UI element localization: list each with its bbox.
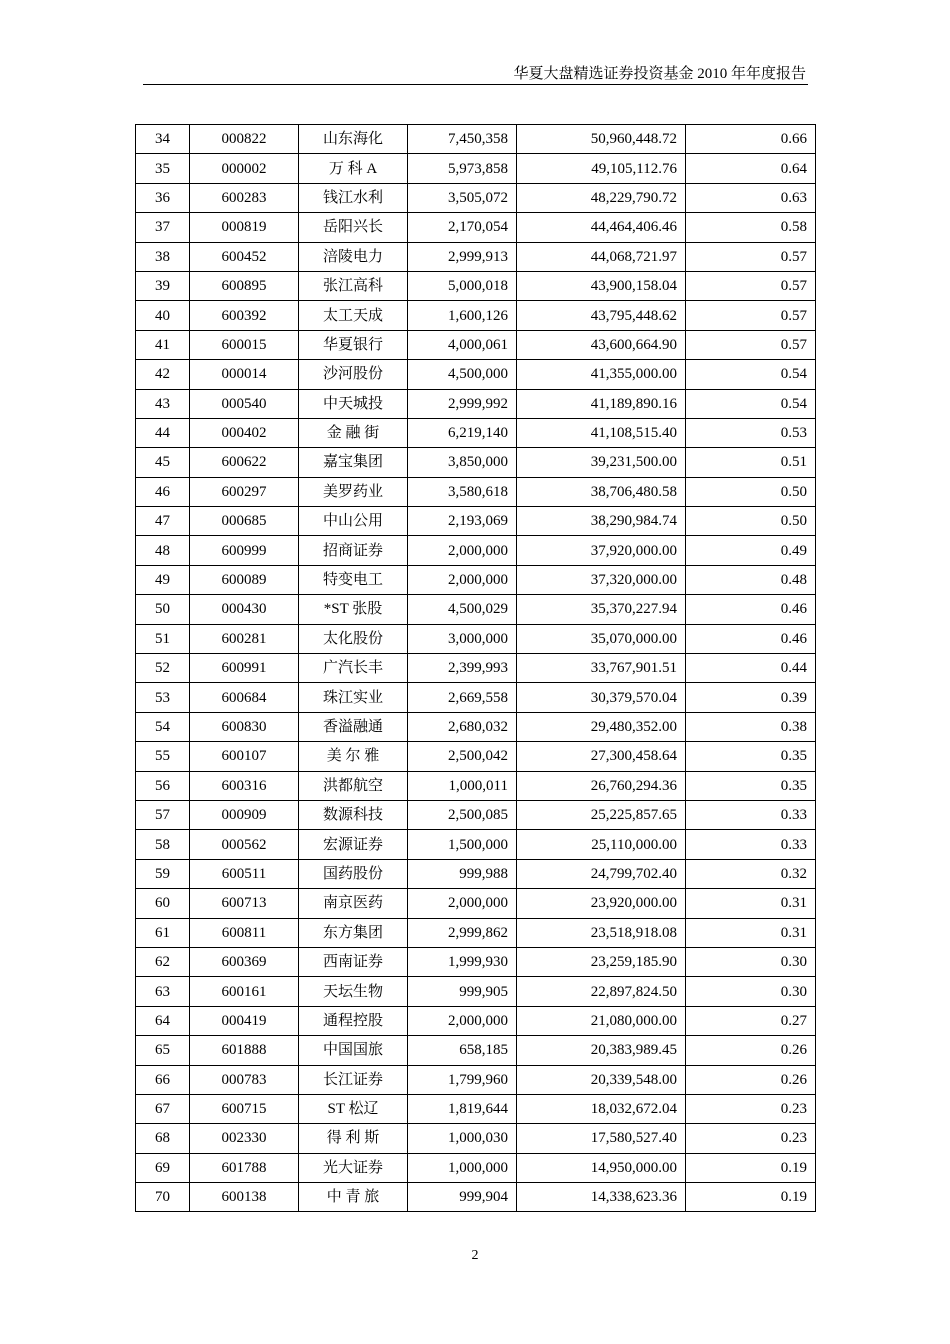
fair-value-cell: 33,767,901.51 (517, 654, 686, 683)
stock-name-cell: 美 尔 雅 (299, 742, 408, 771)
fair-value-cell: 21,080,000.00 (517, 1006, 686, 1035)
net-asset-ratio-cell: 0.54 (686, 389, 816, 418)
row-number-cell: 54 (136, 712, 190, 741)
net-asset-ratio-cell: 0.53 (686, 418, 816, 447)
fair-value-cell: 29,480,352.00 (517, 712, 686, 741)
table-row (136, 271, 816, 300)
stock-code-cell: 600392 (190, 301, 299, 330)
fair-value-cell: 27,300,458.64 (517, 742, 686, 771)
row-number-cell: 56 (136, 771, 190, 800)
stock-name-cell: 南京医药 (299, 889, 408, 918)
share-quantity-cell: 5,000,018 (408, 271, 517, 300)
stock-code-cell: 000909 (190, 800, 299, 829)
fair-value-cell: 37,920,000.00 (517, 536, 686, 565)
stock-name-cell: 国药股份 (299, 859, 408, 888)
row-number-cell: 45 (136, 448, 190, 477)
net-asset-ratio-cell: 0.31 (686, 889, 816, 918)
stock-code-cell: 000419 (190, 1006, 299, 1035)
table-row (136, 1065, 816, 1094)
fair-value-cell: 35,070,000.00 (517, 624, 686, 653)
net-asset-ratio-cell: 0.33 (686, 830, 816, 859)
net-asset-ratio-cell: 0.26 (686, 1036, 816, 1065)
table-row (136, 1183, 816, 1212)
stock-name-cell: 通程控股 (299, 1006, 408, 1035)
net-asset-ratio-cell: 0.44 (686, 654, 816, 683)
share-quantity-cell: 1,500,000 (408, 830, 517, 859)
share-quantity-cell: 1,799,960 (408, 1065, 517, 1094)
fair-value-cell: 25,225,857.65 (517, 800, 686, 829)
net-asset-ratio-cell: 0.57 (686, 330, 816, 359)
stock-code-cell: 600089 (190, 565, 299, 594)
stock-code-cell: 000014 (190, 360, 299, 389)
share-quantity-cell: 2,999,862 (408, 918, 517, 947)
stock-name-cell: 中 青 旅 (299, 1183, 408, 1212)
table-row (136, 918, 816, 947)
table-row (136, 507, 816, 536)
net-asset-ratio-cell: 0.48 (686, 565, 816, 594)
stock-name-cell: 张江高科 (299, 271, 408, 300)
share-quantity-cell: 2,193,069 (408, 507, 517, 536)
stock-code-cell: 600895 (190, 271, 299, 300)
fair-value-cell: 35,370,227.94 (517, 595, 686, 624)
page-number: 2 (471, 1248, 479, 1263)
table-row (136, 1006, 816, 1035)
table-row (136, 889, 816, 918)
net-asset-ratio-cell: 0.66 (686, 125, 816, 154)
share-quantity-cell: 7,450,358 (408, 125, 517, 154)
row-number-cell: 46 (136, 477, 190, 506)
fair-value-cell: 41,355,000.00 (517, 360, 686, 389)
stock-name-cell: 招商证券 (299, 536, 408, 565)
fair-value-cell: 38,290,984.74 (517, 507, 686, 536)
row-number-cell: 66 (136, 1065, 190, 1094)
table-body (136, 125, 816, 1212)
table-row (136, 418, 816, 447)
share-quantity-cell: 658,185 (408, 1036, 517, 1065)
stock-code-cell: 000822 (190, 125, 299, 154)
stock-name-cell: *ST 张股 (299, 595, 408, 624)
fair-value-cell: 30,379,570.04 (517, 683, 686, 712)
table-row (136, 301, 816, 330)
table-row (136, 624, 816, 653)
row-number-cell: 37 (136, 213, 190, 242)
net-asset-ratio-cell: 0.23 (686, 1094, 816, 1123)
net-asset-ratio-cell: 0.19 (686, 1153, 816, 1182)
share-quantity-cell: 3,850,000 (408, 448, 517, 477)
stock-code-cell: 600713 (190, 889, 299, 918)
row-number-cell: 58 (136, 830, 190, 859)
stock-name-cell: 长江证券 (299, 1065, 408, 1094)
net-asset-ratio-cell: 0.50 (686, 507, 816, 536)
share-quantity-cell: 2,000,000 (408, 565, 517, 594)
net-asset-ratio-cell: 0.51 (686, 448, 816, 477)
stock-code-cell: 600830 (190, 712, 299, 741)
fair-value-cell: 17,580,527.40 (517, 1124, 686, 1153)
share-quantity-cell: 3,580,618 (408, 477, 517, 506)
fair-value-cell: 24,799,702.40 (517, 859, 686, 888)
share-quantity-cell: 6,219,140 (408, 418, 517, 447)
stock-name-cell: 金 融 街 (299, 418, 408, 447)
share-quantity-cell: 2,500,042 (408, 742, 517, 771)
net-asset-ratio-cell: 0.27 (686, 1006, 816, 1035)
share-quantity-cell: 2,170,054 (408, 213, 517, 242)
stock-name-cell: 西南证券 (299, 947, 408, 976)
stock-code-cell: 600369 (190, 947, 299, 976)
stock-name-cell: 华夏银行 (299, 330, 408, 359)
net-asset-ratio-cell: 0.35 (686, 771, 816, 800)
row-number-cell: 51 (136, 624, 190, 653)
row-number-cell: 63 (136, 977, 190, 1006)
row-number-cell: 65 (136, 1036, 190, 1065)
fair-value-cell: 37,320,000.00 (517, 565, 686, 594)
net-asset-ratio-cell: 0.35 (686, 742, 816, 771)
stock-code-cell: 000562 (190, 830, 299, 859)
stock-name-cell: ST 松辽 (299, 1094, 408, 1123)
stock-name-cell: 特变电工 (299, 565, 408, 594)
stock-name-cell: 珠江实业 (299, 683, 408, 712)
net-asset-ratio-cell: 0.49 (686, 536, 816, 565)
fair-value-cell: 14,950,000.00 (517, 1153, 686, 1182)
fair-value-cell: 20,383,989.45 (517, 1036, 686, 1065)
table-row (136, 654, 816, 683)
net-asset-ratio-cell: 0.63 (686, 183, 816, 212)
stock-name-cell: 太化股份 (299, 624, 408, 653)
stock-name-cell: 嘉宝集团 (299, 448, 408, 477)
net-asset-ratio-cell: 0.57 (686, 271, 816, 300)
net-asset-ratio-cell: 0.19 (686, 1183, 816, 1212)
stock-name-cell: 沙河股份 (299, 360, 408, 389)
fair-value-cell: 22,897,824.50 (517, 977, 686, 1006)
share-quantity-cell: 2,000,000 (408, 536, 517, 565)
row-number-cell: 44 (136, 418, 190, 447)
table-row (136, 330, 816, 359)
fair-value-cell: 50,960,448.72 (517, 125, 686, 154)
net-asset-ratio-cell: 0.31 (686, 918, 816, 947)
row-number-cell: 50 (136, 595, 190, 624)
net-asset-ratio-cell: 0.38 (686, 712, 816, 741)
row-number-cell: 38 (136, 242, 190, 271)
row-number-cell: 64 (136, 1006, 190, 1035)
table-row (136, 1124, 816, 1153)
stock-name-cell: 中山公用 (299, 507, 408, 536)
row-number-cell: 42 (136, 360, 190, 389)
net-asset-ratio-cell: 0.46 (686, 595, 816, 624)
row-number-cell: 34 (136, 125, 190, 154)
net-asset-ratio-cell: 0.30 (686, 977, 816, 1006)
table-row (136, 154, 816, 183)
stock-name-cell: 光大证券 (299, 1153, 408, 1182)
table-row (136, 595, 816, 624)
share-quantity-cell: 3,000,000 (408, 624, 517, 653)
fair-value-cell: 26,760,294.36 (517, 771, 686, 800)
stock-code-cell: 000430 (190, 595, 299, 624)
table-row (136, 859, 816, 888)
row-number-cell: 57 (136, 800, 190, 829)
stock-code-cell: 600161 (190, 977, 299, 1006)
net-asset-ratio-cell: 0.54 (686, 360, 816, 389)
table-row (136, 712, 816, 741)
fair-value-cell: 48,229,790.72 (517, 183, 686, 212)
table-row (136, 947, 816, 976)
header-rule (143, 84, 808, 85)
stock-code-cell: 600684 (190, 683, 299, 712)
table-row (136, 360, 816, 389)
row-number-cell: 35 (136, 154, 190, 183)
row-number-cell: 52 (136, 654, 190, 683)
stock-name-cell: 山东海化 (299, 125, 408, 154)
stock-code-cell: 601788 (190, 1153, 299, 1182)
share-quantity-cell: 4,000,061 (408, 330, 517, 359)
fair-value-cell: 49,105,112.76 (517, 154, 686, 183)
stock-name-cell: 中天城投 (299, 389, 408, 418)
stock-code-cell: 600999 (190, 536, 299, 565)
row-number-cell: 59 (136, 859, 190, 888)
net-asset-ratio-cell: 0.30 (686, 947, 816, 976)
stock-name-cell: 洪都航空 (299, 771, 408, 800)
table-row (136, 125, 816, 154)
table-row (136, 683, 816, 712)
share-quantity-cell: 5,973,858 (408, 154, 517, 183)
share-quantity-cell: 999,988 (408, 859, 517, 888)
stock-code-cell: 600811 (190, 918, 299, 947)
share-quantity-cell: 2,000,000 (408, 1006, 517, 1035)
share-quantity-cell: 4,500,000 (408, 360, 517, 389)
net-asset-ratio-cell: 0.23 (686, 1124, 816, 1153)
net-asset-ratio-cell: 0.57 (686, 301, 816, 330)
share-quantity-cell: 1,819,644 (408, 1094, 517, 1123)
stock-code-cell: 600622 (190, 448, 299, 477)
table-row (136, 448, 816, 477)
stock-code-cell: 601888 (190, 1036, 299, 1065)
row-number-cell: 39 (136, 271, 190, 300)
share-quantity-cell: 2,500,085 (408, 800, 517, 829)
table-row (136, 1153, 816, 1182)
stock-code-cell: 600511 (190, 859, 299, 888)
fair-value-cell: 14,338,623.36 (517, 1183, 686, 1212)
table-row (136, 183, 816, 212)
table-row (136, 977, 816, 1006)
share-quantity-cell: 2,999,992 (408, 389, 517, 418)
stock-name-cell: 钱江水利 (299, 183, 408, 212)
stock-name-cell: 万 科 A (299, 154, 408, 183)
fair-value-cell: 23,259,185.90 (517, 947, 686, 976)
stock-code-cell: 600281 (190, 624, 299, 653)
share-quantity-cell: 2,399,993 (408, 654, 517, 683)
stock-name-cell: 太工天成 (299, 301, 408, 330)
stock-name-cell: 岳阳兴长 (299, 213, 408, 242)
stock-code-cell: 002330 (190, 1124, 299, 1153)
share-quantity-cell: 1,000,030 (408, 1124, 517, 1153)
table-row (136, 771, 816, 800)
table-row (136, 1094, 816, 1123)
net-asset-ratio-cell: 0.32 (686, 859, 816, 888)
fair-value-cell: 25,110,000.00 (517, 830, 686, 859)
share-quantity-cell: 4,500,029 (408, 595, 517, 624)
table-row (136, 800, 816, 829)
share-quantity-cell: 2,999,913 (408, 242, 517, 271)
table-row (136, 213, 816, 242)
stock-name-cell: 美罗药业 (299, 477, 408, 506)
stock-code-cell: 600015 (190, 330, 299, 359)
stock-holdings-table (135, 124, 816, 1212)
stock-code-cell: 600283 (190, 183, 299, 212)
table-row (136, 242, 816, 271)
row-number-cell: 68 (136, 1124, 190, 1153)
stock-code-cell: 600316 (190, 771, 299, 800)
share-quantity-cell: 1,000,011 (408, 771, 517, 800)
fair-value-cell: 20,339,548.00 (517, 1065, 686, 1094)
stock-code-cell: 000685 (190, 507, 299, 536)
net-asset-ratio-cell: 0.46 (686, 624, 816, 653)
table-row (136, 742, 816, 771)
row-number-cell: 49 (136, 565, 190, 594)
row-number-cell: 70 (136, 1183, 190, 1212)
stock-name-cell: 中国国旅 (299, 1036, 408, 1065)
share-quantity-cell: 1,600,126 (408, 301, 517, 330)
row-number-cell: 48 (136, 536, 190, 565)
stock-name-cell: 东方集团 (299, 918, 408, 947)
net-asset-ratio-cell: 0.26 (686, 1065, 816, 1094)
fair-value-cell: 41,189,890.16 (517, 389, 686, 418)
stock-code-cell: 000002 (190, 154, 299, 183)
table-row (136, 830, 816, 859)
stock-code-cell: 000540 (190, 389, 299, 418)
stock-code-cell: 600138 (190, 1183, 299, 1212)
net-asset-ratio-cell: 0.50 (686, 477, 816, 506)
net-asset-ratio-cell: 0.64 (686, 154, 816, 183)
row-number-cell: 62 (136, 947, 190, 976)
fair-value-cell: 38,706,480.58 (517, 477, 686, 506)
share-quantity-cell: 2,680,032 (408, 712, 517, 741)
stock-name-cell: 广汽长丰 (299, 654, 408, 683)
net-asset-ratio-cell: 0.58 (686, 213, 816, 242)
table-row (136, 477, 816, 506)
share-quantity-cell: 2,669,558 (408, 683, 517, 712)
share-quantity-cell: 3,505,072 (408, 183, 517, 212)
fair-value-cell: 43,900,158.04 (517, 271, 686, 300)
stock-code-cell: 000402 (190, 418, 299, 447)
table-row (136, 1036, 816, 1065)
stock-code-cell: 000819 (190, 213, 299, 242)
stock-code-cell: 600107 (190, 742, 299, 771)
table-row (136, 536, 816, 565)
row-number-cell: 67 (136, 1094, 190, 1123)
stock-name-cell: 涪陵电力 (299, 242, 408, 271)
row-number-cell: 41 (136, 330, 190, 359)
fair-value-cell: 18,032,672.04 (517, 1094, 686, 1123)
share-quantity-cell: 999,904 (408, 1183, 517, 1212)
stock-name-cell: 香溢融通 (299, 712, 408, 741)
fair-value-cell: 39,231,500.00 (517, 448, 686, 477)
row-number-cell: 69 (136, 1153, 190, 1182)
stock-name-cell: 数源科技 (299, 800, 408, 829)
share-quantity-cell: 2,000,000 (408, 889, 517, 918)
stock-code-cell: 600297 (190, 477, 299, 506)
net-asset-ratio-cell: 0.57 (686, 242, 816, 271)
stock-name-cell: 宏源证券 (299, 830, 408, 859)
net-asset-ratio-cell: 0.39 (686, 683, 816, 712)
row-number-cell: 43 (136, 389, 190, 418)
stock-code-cell: 600452 (190, 242, 299, 271)
share-quantity-cell: 999,905 (408, 977, 517, 1006)
row-number-cell: 36 (136, 183, 190, 212)
share-quantity-cell: 1,999,930 (408, 947, 517, 976)
net-asset-ratio-cell: 0.33 (686, 800, 816, 829)
row-number-cell: 61 (136, 918, 190, 947)
fair-value-cell: 44,068,721.97 (517, 242, 686, 271)
fair-value-cell: 23,518,918.08 (517, 918, 686, 947)
stock-code-cell: 600991 (190, 654, 299, 683)
row-number-cell: 53 (136, 683, 190, 712)
fair-value-cell: 23,920,000.00 (517, 889, 686, 918)
row-number-cell: 47 (136, 507, 190, 536)
fair-value-cell: 41,108,515.40 (517, 418, 686, 447)
row-number-cell: 40 (136, 301, 190, 330)
table-row (136, 565, 816, 594)
stock-code-cell: 600715 (190, 1094, 299, 1123)
table-row (136, 389, 816, 418)
fair-value-cell: 43,600,664.90 (517, 330, 686, 359)
fair-value-cell: 44,464,406.46 (517, 213, 686, 242)
stock-name-cell: 得 利 斯 (299, 1124, 408, 1153)
share-quantity-cell: 1,000,000 (408, 1153, 517, 1182)
row-number-cell: 60 (136, 889, 190, 918)
stock-name-cell: 天坛生物 (299, 977, 408, 1006)
fair-value-cell: 43,795,448.62 (517, 301, 686, 330)
row-number-cell: 55 (136, 742, 190, 771)
report-title: 华夏大盘精选证券投资基金 2010 年年度报告 (513, 66, 806, 82)
stock-code-cell: 000783 (190, 1065, 299, 1094)
